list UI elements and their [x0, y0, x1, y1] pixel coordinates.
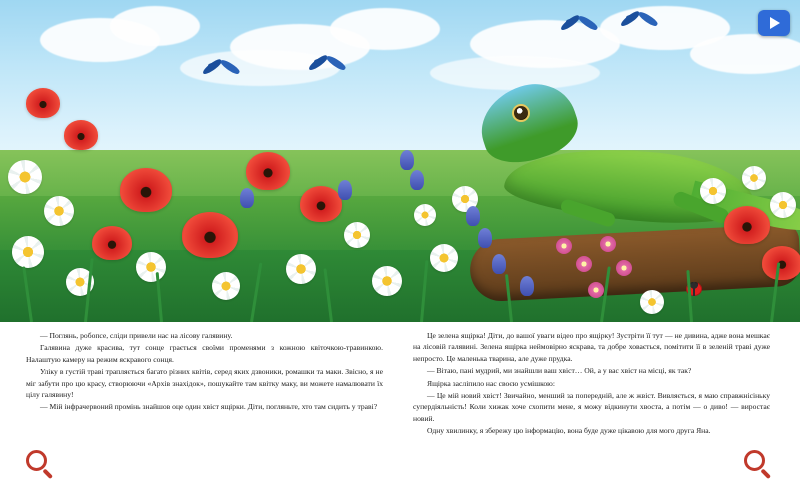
text-columns: [0, 322, 800, 438]
poppy-flower: [246, 152, 290, 190]
pink-flower: [556, 238, 572, 254]
left-text-column: [26, 330, 383, 438]
poppy-flower: [64, 120, 98, 150]
daisy-flower: [212, 272, 240, 300]
bluebell-flower: [410, 170, 424, 190]
paragraph: Одну хвилинку, я збережу цю інформацію, вона буде дуже цікавою для мого друга Яна.: [427, 426, 711, 436]
paragraph: — Поглянь, робопсе, сліди привели нас на лісову галявину.: [40, 331, 233, 340]
bluebell-flower: [520, 276, 534, 296]
poppy-flower: [92, 226, 132, 260]
daisy-flower: [414, 204, 436, 226]
daisy-flower: [136, 252, 166, 282]
poppy-flower: [120, 168, 172, 212]
play-icon: [770, 17, 780, 29]
daisy-flower: [770, 192, 796, 218]
pink-flower: [616, 260, 632, 276]
poppy-flower: [762, 246, 800, 280]
pink-flower: [576, 256, 592, 272]
lizard-eye: [512, 104, 530, 122]
bluebell-flower: [400, 150, 414, 170]
bluebell-flower: [466, 206, 480, 226]
cloud: [330, 8, 440, 50]
magnifier-handle-icon: [761, 469, 771, 479]
paragraph: — Це мій новий хвіст! Звичайно, менший за попередній, але ж жвіст. Вивляється, я маю справжнісіньку супердіяльність! Коли хижак хоче схопити мене, я можу відкинути хвоста, а потім — о диво! — виростає новий.: [413, 391, 770, 423]
zoom-right-button[interactable]: [744, 450, 774, 480]
pink-flower: [600, 236, 616, 252]
daisy-flower: [286, 254, 316, 284]
poppy-flower: [26, 88, 60, 118]
paragraph: Уліку в густій траві трапляється багато різних квітів, серед яких дзвоники, ромашки та маки. Звісно, я не міг забути про цю красу, створюючи «Архів знахідок», пошукайте там квітку маку, ви можете намалювати їх цілу галявину!: [26, 367, 383, 400]
cloud: [110, 6, 200, 46]
pink-flower: [588, 282, 604, 298]
paragraph: Ящірка засліпило нас своєю усмішкою:: [427, 378, 555, 388]
daisy-flower: [12, 236, 44, 268]
paragraph: Це зелена ящірка! Діти, до вашої уваги відео про ящірку! Зустріти її тут — не дивина, адже вона мешкає на лісовій галявині. Зелена ящірка неймовірно яскрава, та добре ховається, помітити її в зеленій траві дуже непросто. Це маленька тварина, але дуже прудка.: [413, 331, 770, 363]
daisy-flower: [44, 196, 74, 226]
magnifier-icon: [744, 450, 765, 471]
paragraph: — Вітаю, пані мудрий, ми знайшли ваш хвіст… Ой, а у вас хвіст на місці, як так?: [427, 366, 692, 376]
zoom-left-button[interactable]: [26, 450, 56, 480]
daisy-flower: [8, 160, 42, 194]
daisy-flower: [700, 178, 726, 204]
play-video-button[interactable]: [758, 10, 790, 36]
poppy-flower: [724, 206, 770, 244]
cloud: [430, 56, 600, 90]
poppy-flower: [182, 212, 238, 258]
bluebell-flower: [492, 254, 506, 274]
bluebell-flower: [240, 188, 254, 208]
cloud: [690, 34, 800, 74]
daisy-flower: [344, 222, 370, 248]
daisy-flower: [430, 244, 458, 272]
bluebell-flower: [338, 180, 352, 200]
right-text-column: [413, 330, 770, 438]
magnifier-handle-icon: [43, 469, 53, 479]
poppy-flower: [300, 186, 342, 222]
magnifier-icon: [26, 450, 47, 471]
bluebell-flower: [478, 228, 492, 248]
paragraph: Галявина дуже красива, тут сонце грається своїми променями з кожною квіточкою-травинкою. Налаштую камеру на режим яскравого сонця.: [26, 343, 383, 364]
daisy-flower: [640, 290, 664, 314]
paragraph: — Мій інфрачервоний промінь знайшов оце один хвіст ящірки. Діти, погляньте, хто там сидить у траві?: [40, 402, 378, 412]
daisy-flower: [372, 266, 402, 296]
daisy-flower: [742, 166, 766, 190]
text-area: [0, 322, 800, 486]
